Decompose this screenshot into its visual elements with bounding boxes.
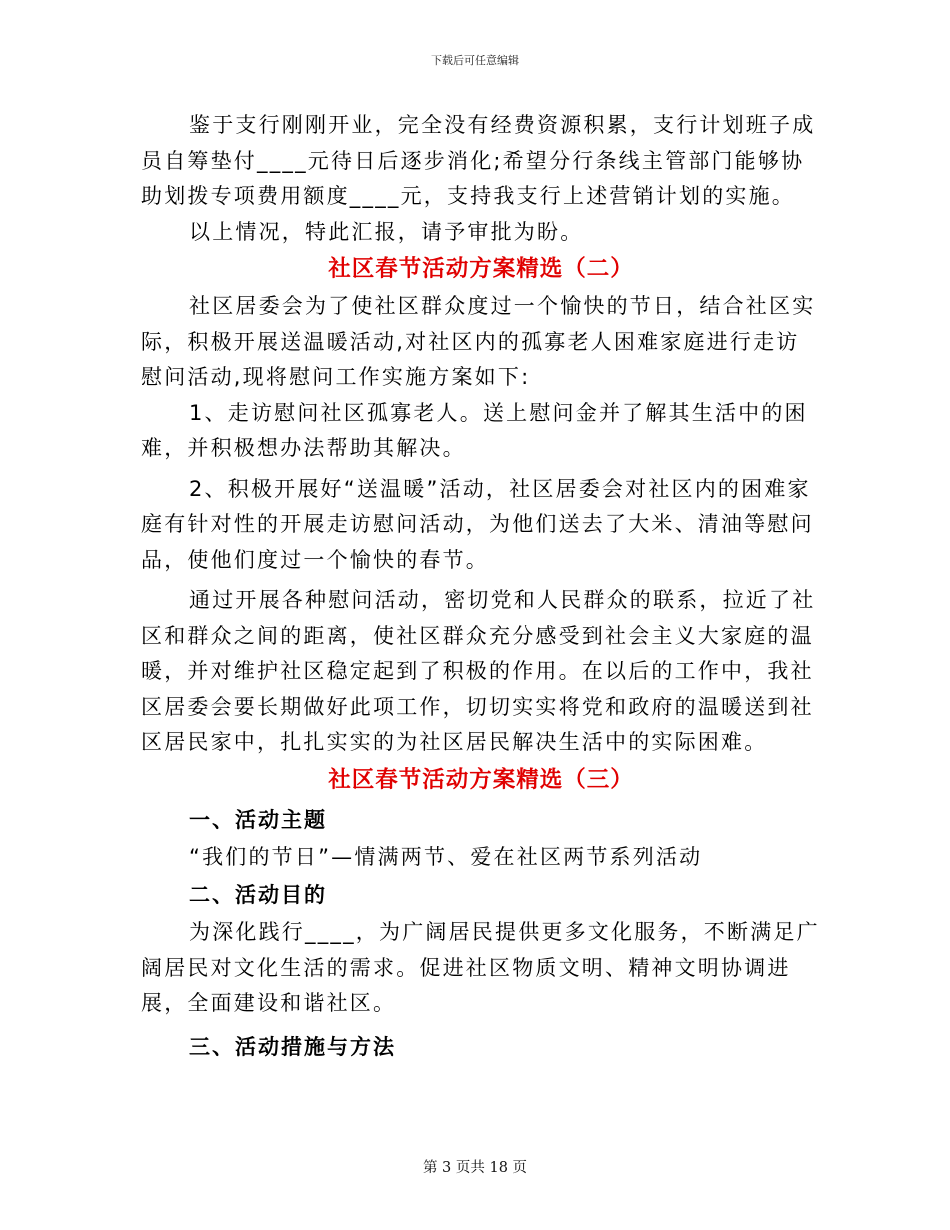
paragraph: 鉴于支行刚刚开业，完全没有经费资源积累，支行计划班子成员自筹垫付____元待日后逐步消化;希望分行条线主管部门能够协助划拨专项费用额度____元，支持我支行上述营销计划的实施。 [141, 113, 816, 208]
subheading: 二、活动目的 [189, 883, 327, 907]
document-body [141, 108, 821, 1067]
paragraph: 社区居委会为了使社区群众度过一个愉快的节日，结合社区实际，积极开展送温暖活动,对社区内的孤寡老人困难家庭进行走访慰问活动,现将慰问工作实施方案如下: [141, 294, 816, 389]
paragraph: 1、走访慰问社区孤寡老人。送上慰问金并了解其生活中的困难，并积极想办法帮助其解决。 [141, 400, 808, 460]
section-title: 社区春节活动方案精选（三） [328, 766, 634, 793]
paragraph: 以上情况，特此汇报，请予审批为盼。 [189, 219, 584, 244]
paragraph: “我们的节日”—情满两节、爱在社区两节系列活动 [189, 844, 703, 869]
paragraph: 2、积极开展好“送温暖”活动，社区居委会对社区内的困难家庭有针对性的开展走访慰问活动，为他们送去了大米、清油等慰问品，使他们度过一个愉快的春节。 [141, 476, 814, 572]
paragraph: 通过开展各种慰问活动，密切党和人民群众的联系，拉近了社区和群众之间的距离，使社区群众充分感受到社会主义大家庭的温暖，并对维护社区稳定起到了积极的作用。在以后的工作中，我社区居委会要长期做好此项工作，切切实实将党和政府的温暖送到社区居民家中，扎扎实实的为社区居民解决生活中的实际困难。 [141, 588, 816, 754]
section-title: 社区春节活动方案精选（二） [328, 256, 634, 282]
subheading: 三、活动措施与方法 [189, 1034, 396, 1059]
paragraph: 为深化践行____，为广阔居民提供更多文化服务，不断满足广阔居民对文化生活的需求。促进社区物质文明、精神文明协调进展，全面建设和谐社区。 [141, 920, 820, 1015]
page-number: 第 3 页共 18 页 [422, 1160, 528, 1176]
subheading: 一、活动主题 [189, 807, 327, 832]
page-header-note: 下载后可任意编辑 [431, 54, 519, 67]
